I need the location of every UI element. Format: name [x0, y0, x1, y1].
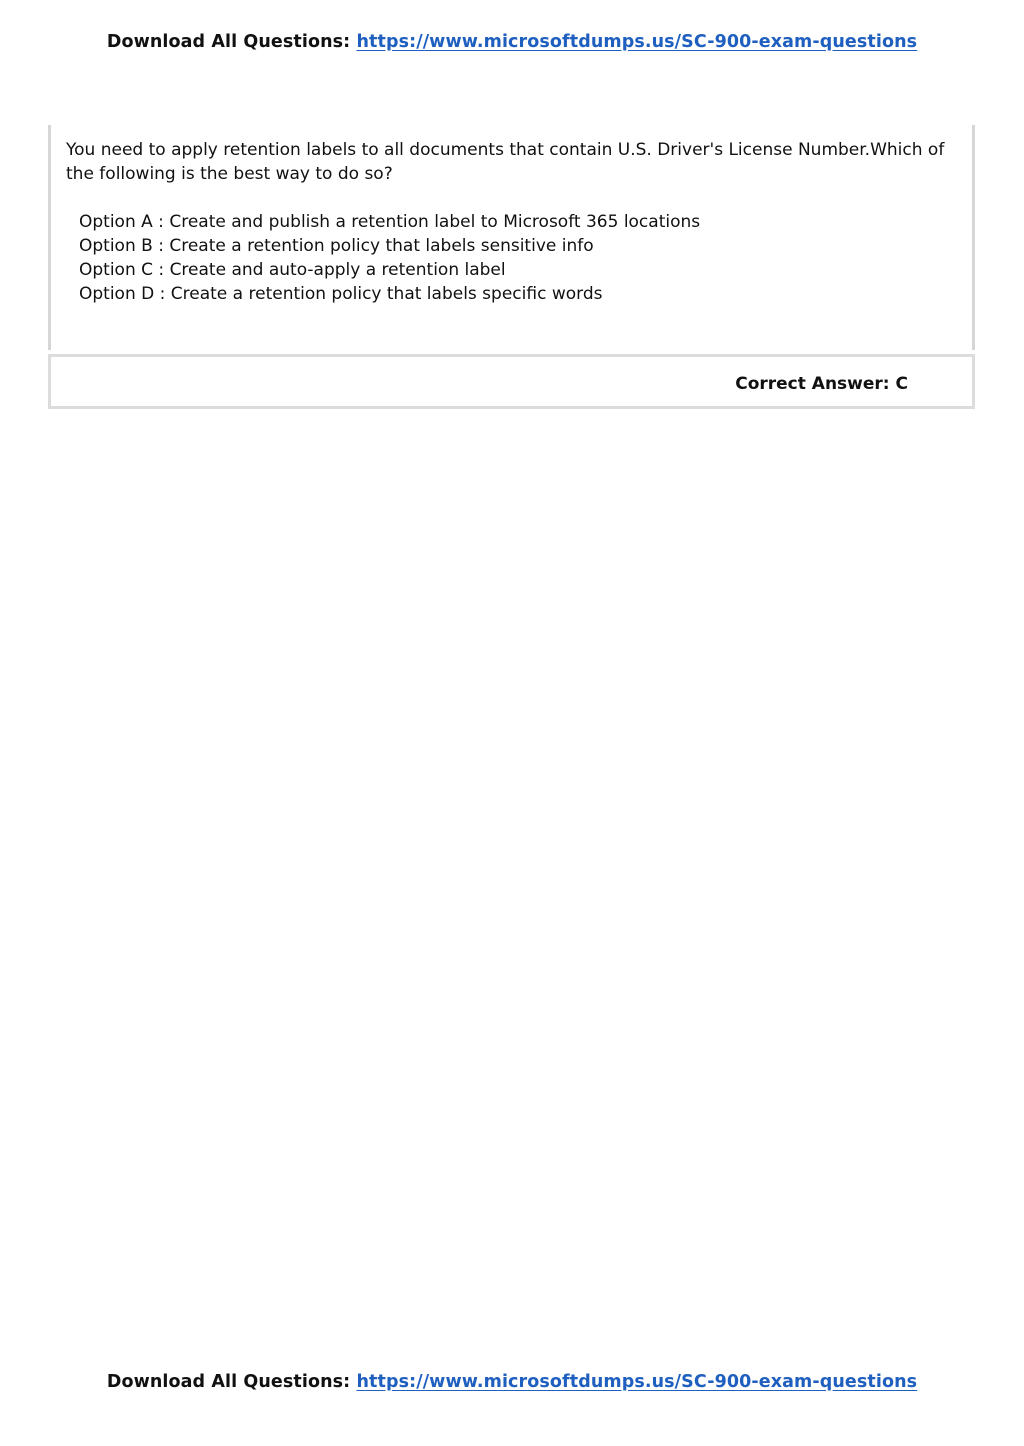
options-list [79, 210, 700, 306]
option-a: Option A : Create and publish a retention label to Microsoft 365 locations [79, 212, 701, 232]
answer-label: Correct Answer: [735, 374, 890, 394]
option-text: Create and auto-apply a retention label [169, 260, 506, 280]
option-text: Create a retention policy that labels sensitive info [169, 236, 594, 256]
download-link[interactable]: https://www.microsoftdumps.us/SC-900-exam-questions [356, 1372, 918, 1392]
download-label: Download All Questions: [106, 1372, 351, 1392]
option-text: Create a retention policy that labels specific words [170, 284, 603, 304]
download-banner-bottom [0, 1370, 1024, 1394]
answer-panel [48, 354, 975, 409]
correct-answer [735, 372, 908, 396]
download-link[interactable]: https://www.microsoftdumps.us/SC-900-exam-questions [356, 32, 918, 52]
option-label: Option A [79, 212, 153, 232]
option-label: Option B [79, 236, 153, 256]
question-text: You need to apply retention labels to all documents that contain U.S. Driver's License Number.Which of the following is the best way to do so? [66, 140, 945, 184]
option-d: Option D : Create a retention policy that labels specific words [79, 284, 603, 304]
question-panel [48, 125, 975, 350]
answer-value: C [895, 374, 908, 394]
option-label: Option C [79, 260, 154, 280]
download-label: Download All Questions: [106, 32, 351, 52]
option-text: Create and publish a retention label to Microsoft 365 locations [169, 212, 701, 232]
option-c: Option C : Create and auto-apply a retention label [79, 260, 506, 280]
option-label: Option D [79, 284, 155, 304]
download-banner-top [0, 30, 1024, 54]
option-b: Option B : Create a retention policy that labels sensitive info [79, 236, 594, 256]
